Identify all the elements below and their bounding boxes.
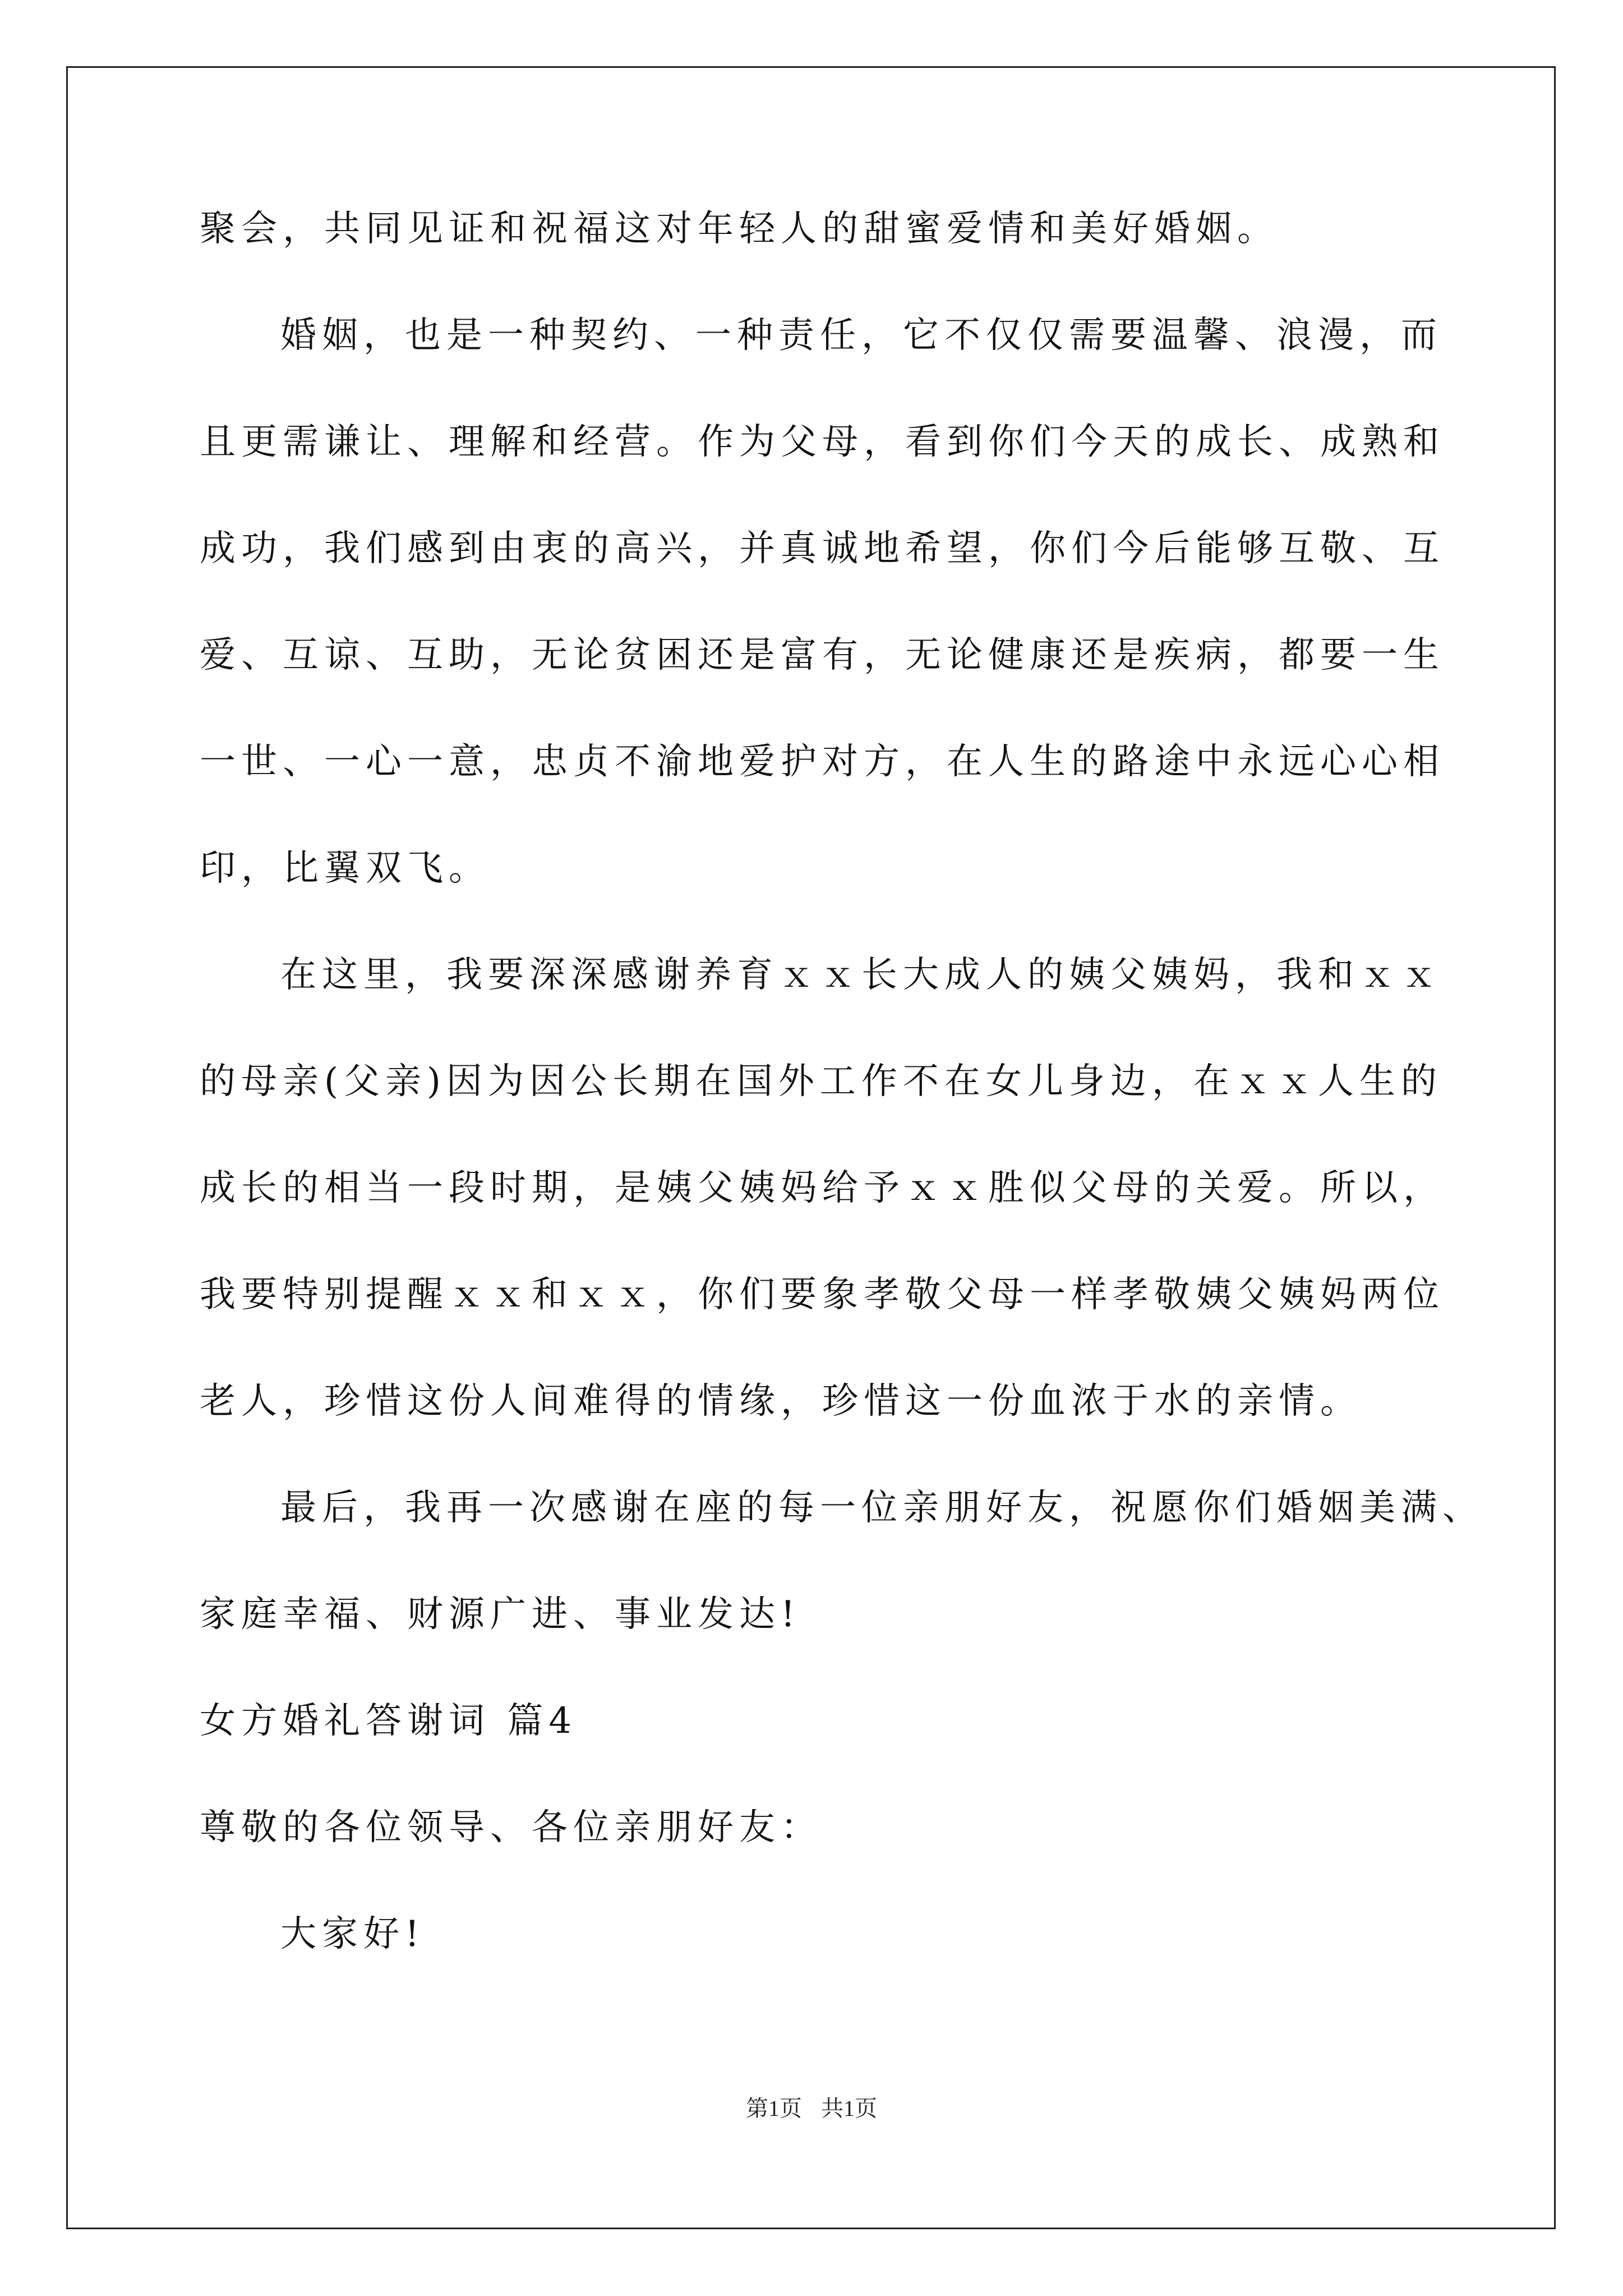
page-footer	[0, 2095, 1623, 2123]
paragraph-first-line: 在这里，我要深深感谢养育ｘｘ长大成人的姨父姨妈，我和ｘｘ	[280, 954, 1442, 996]
text-line: 聚会，共同见证和祝福这对年轻人的甜蜜爱情和美好婚姻。	[200, 208, 1279, 250]
paragraph-first-line: 婚姻，也是一种契约、一种责任，它不仅仅需要温馨、浪漫，而	[280, 315, 1442, 356]
paragraph-first-line: 最后，我再一次感谢在座的每一位亲朋好友，祝愿你们婚姻美满、	[280, 1487, 1484, 1529]
text-line: 一世、一心一意，忠贞不渝地爱护对方，在人生的路途中永远心心相	[200, 741, 1445, 783]
text-line: 我要特别提醒ｘｘ和ｘｘ，你们要象孝敬父母一样孝敬姨父姨妈两位	[200, 1274, 1445, 1315]
text-line: 的母亲(父亲)因为因公长期在国外工作不在女儿身边，在ｘｘ人生的	[200, 1061, 1442, 1102]
text-line: 家庭幸福、财源广进、事业发达!	[200, 1594, 801, 1635]
section-heading: 女方婚礼答谢词 篇4	[200, 1700, 578, 1742]
text-line: 爱、互谅、互助，无论贫困还是富有，无论健康还是疾病，都要一生	[200, 634, 1445, 676]
text-line: 老人，珍惜这份人间难得的情缘，珍惜这一份血浓于水的亲情。	[200, 1381, 1362, 1422]
text-line: 且更需谦让、理解和经营。作为父母，看到你们今天的成长、成熟和	[200, 421, 1445, 463]
page-total: 共1页	[821, 2096, 877, 2121]
greeting: 大家好!	[280, 1913, 425, 1955]
page-border	[66, 66, 1556, 2229]
text-line: 成功，我们感到由衷的高兴，并真诚地希望，你们今后能够互敬、互	[200, 528, 1445, 569]
text-line: 成长的相当一段时期，是姨父姨妈给予ｘｘ胜似父母的关爱。所以，	[200, 1167, 1445, 1209]
page-number: 第1页	[746, 2096, 802, 2121]
salutation: 尊敬的各位领导、各位亲朋好友：	[200, 1807, 822, 1848]
text-line: 印，比翼双飞。	[200, 848, 490, 889]
